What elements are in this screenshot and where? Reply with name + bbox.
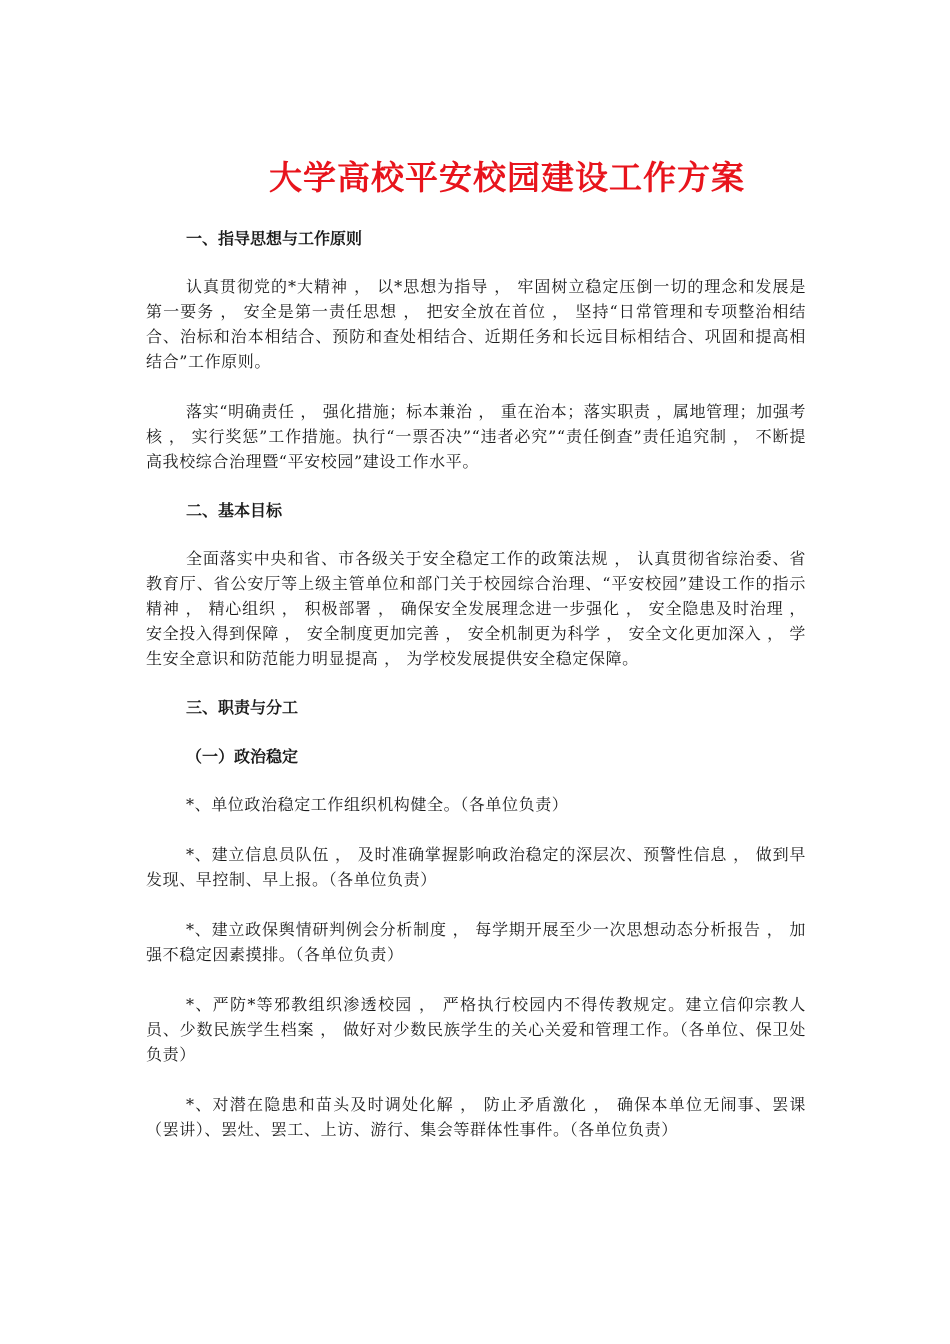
document-title: 大学高校平安校园建设工作方案	[269, 158, 745, 197]
section-heading-responsibilities: 三、职责与分工	[186, 698, 299, 717]
subsection-heading-political-stability: （一）政治稳定	[186, 747, 299, 766]
list-item: *、对潜在隐患和苗头及时调处化解 ， 防止矛盾激化 ， 确保本单位无闹事、罢课（罢讲）、罢灶、罢工、上访、游行、集会等群体性事件。（各单位负责）	[146, 1095, 806, 1139]
section-heading-basic-goals: 二、基本目标	[186, 501, 283, 520]
list-item: *、严防*等邪教组织渗透校园 ， 严格执行校园内不得传教规定。建立信仰宗教人员、少数民族学生档案 ， 做好对少数民族学生的关心关爱和管理工作。（各单位、保卫处负责）	[146, 995, 806, 1064]
list-item: *、建立信息员队伍 ， 及时准确掌握影响政治稳定的深层次、预警性信息 ， 做到早发现、早控制、早上报。（各单位负责）	[146, 845, 806, 889]
document-body	[146, 226, 806, 1142]
paragraph: 认真贯彻党的*大精神 ， 以*思想为指导 ， 牢固树立稳定压倒一切的理念和发展是第一要务 ， 安全是第一责任思想 ， 把安全放在首位 ， 坚持“日常管理和专项整治相结合、治标和治本相结合、预防和查处相结合、近期任务和长远目标相结合、巩固和提高相结合”工作原则。	[146, 277, 806, 371]
list-item: *、建立政保舆情研判例会分析制度 ， 每学期开展至少一次思想动态分析报告 ， 加强不稳定因素摸排。（各单位负责）	[146, 920, 806, 964]
section-heading-guiding-principles: 一、指导思想与工作原则	[186, 229, 363, 248]
paragraph: 全面落实中央和省、市各级关于安全稳定工作的政策法规 ， 认真贯彻省综治委、省教育厅、省公安厅等上级主管单位和部门关于校园综合治理、“平安校园”建设工作的指示精神 ， 精心组织 ， 积极部署 ， 确保安全发展理念进一步强化 ， 安全隐患及时治理 ， 安全投入得到保障 ， 安全制度更加完善 ， 安全机制更为科学 ， 安全文化更加深入 ， 学生安全意识和防范能力明显提高 ， 为学校发展提供安全稳定保障。	[146, 549, 806, 668]
list-item: *、单位政治稳定工作组织机构健全。（各单位负责）	[186, 795, 569, 814]
paragraph: 落实“明确责任 ， 强化措施；标本兼治 ， 重在治本；落实职责 ，属地管理；加强考核 ， 实行奖惩”工作措施。执行“一票否决”“违者必究”“责任倒查”责任追究制 ， 不断提高我校综合治理暨“平安校园”建设工作水平。	[146, 402, 806, 471]
